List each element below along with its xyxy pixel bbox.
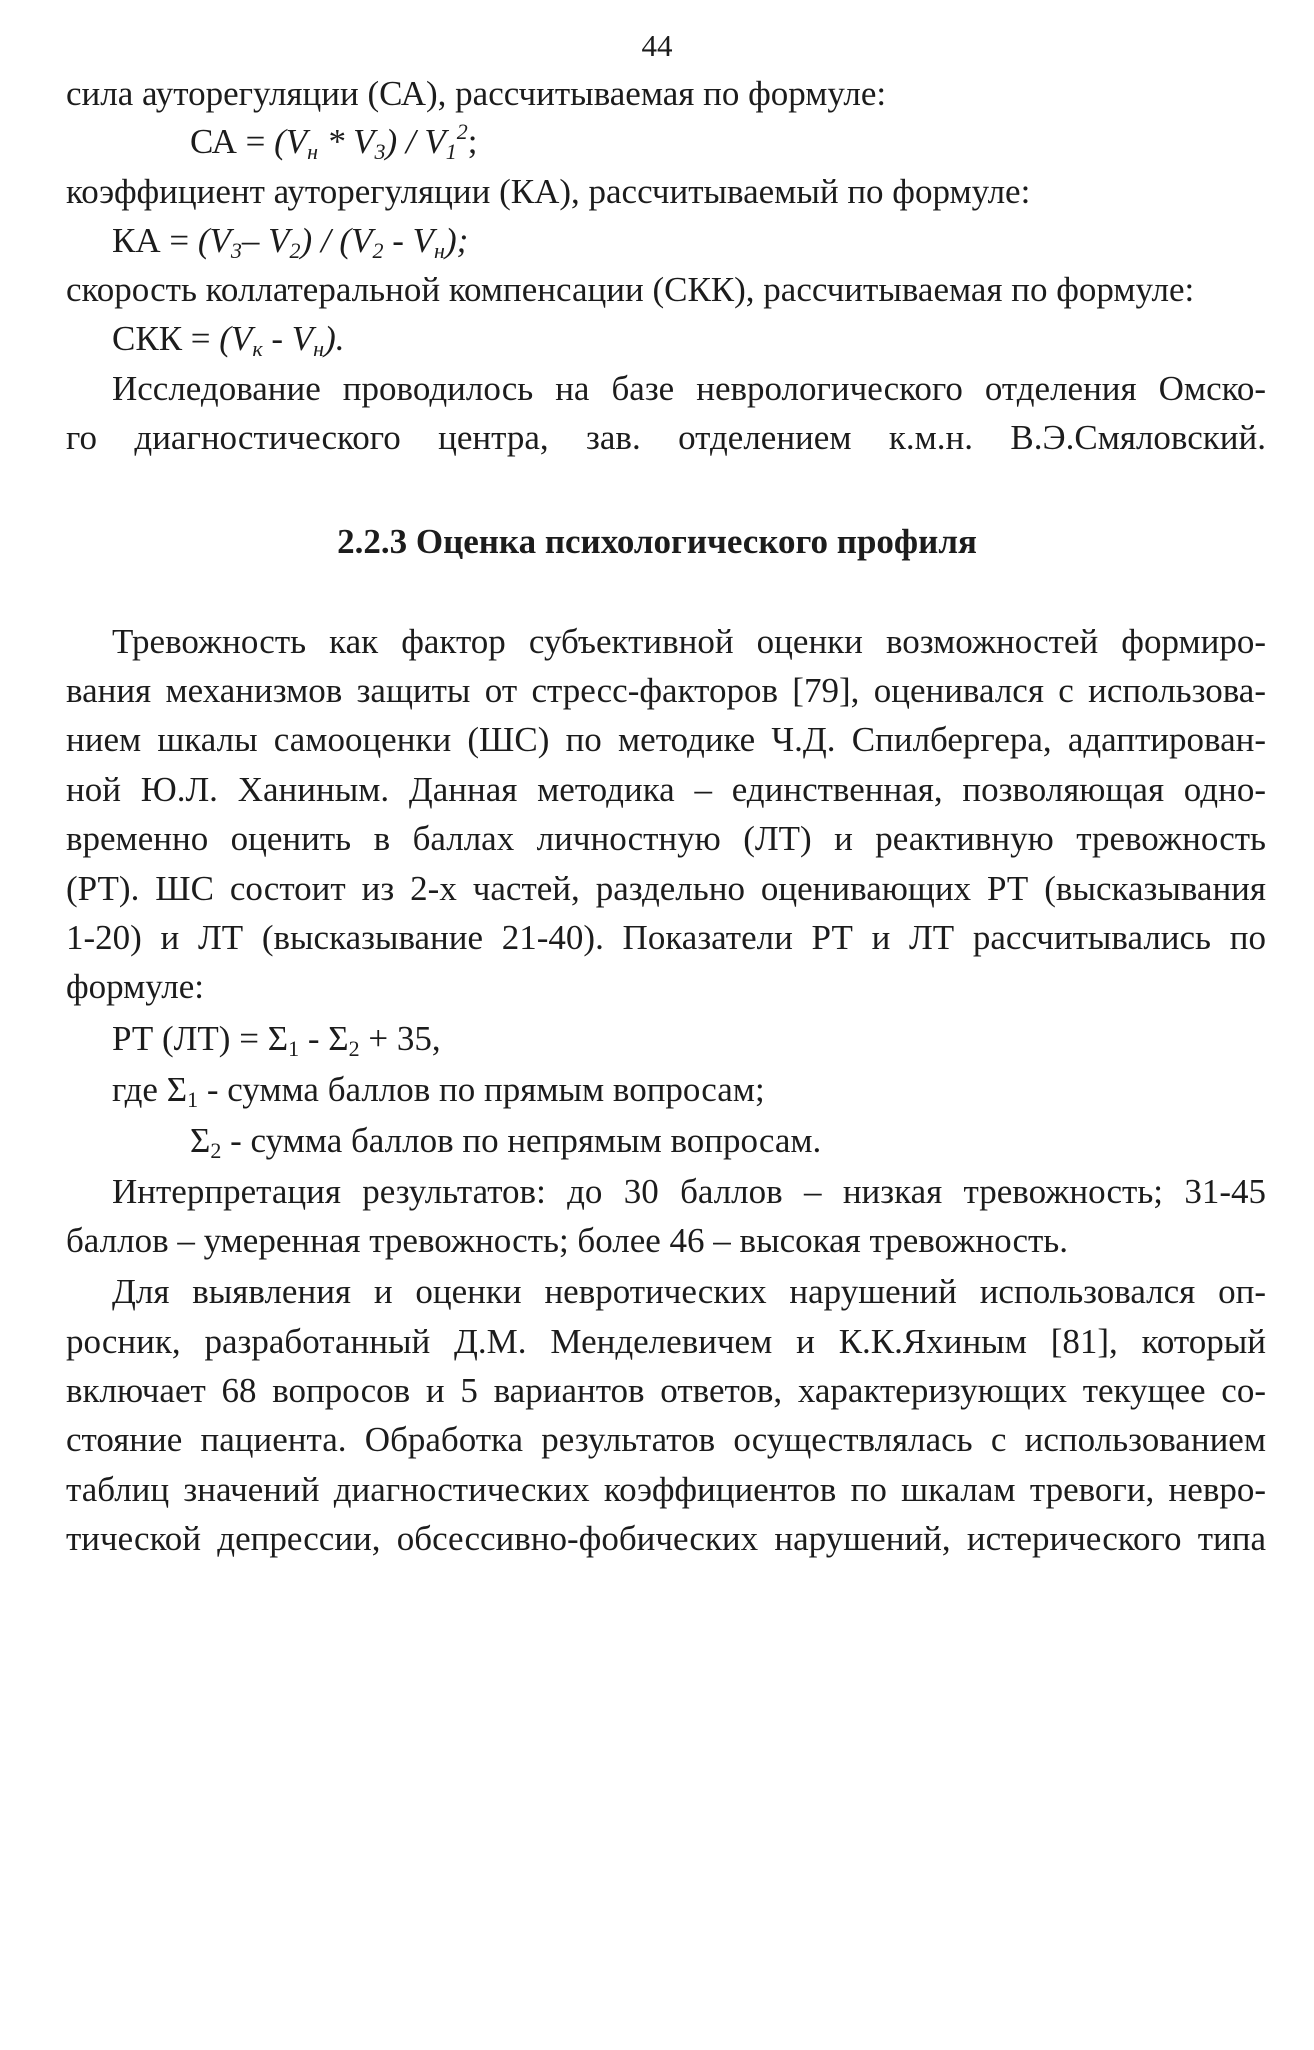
- formula-where-1: где $\Sigma_1$ - сумма баллов по прямым вопросам;: [112, 1070, 765, 1112]
- skk-label: скорость коллатеральной компенсации (СКК), рассчитываемая по формуле:: [66, 270, 1195, 309]
- paragraph-4-line: тической депрессии, обсессивно-фобических нарушений, истерического типа: [66, 1519, 1266, 1558]
- paragraph-2-line: формуле:: [66, 967, 204, 1006]
- paragraph-3-line: Интерпретация результатов: до 30 баллов – низкая тревожность; 31-45: [112, 1172, 1266, 1211]
- paragraph-4-line: росник, разработанный Д.М. Менделевичем и К.К.Яхиным [81], который: [66, 1322, 1266, 1361]
- formula-skk: СКК = $(V_к - V_н)$.: [112, 319, 345, 361]
- formula-ka: КА = ($V_3-$ $V_2) / (V_2 - V_н)$;: [112, 221, 469, 263]
- paragraph-4-line: стояние пациента. Обработка результатов осуществлялась с использованием: [66, 1420, 1266, 1459]
- paragraph-2-line: (РТ). ШС состоит из 2-х частей, раздельно оценивающих РТ (высказывания: [66, 869, 1266, 908]
- formula-where-2: $\Sigma_2$ - сумма баллов по непрямым вопросам.: [190, 1121, 822, 1163]
- page-number: 44: [641, 28, 673, 63]
- paragraph-2-line: 1-20) и ЛТ (высказывание 21-40). Показатели РТ и ЛТ рассчитывались по: [66, 918, 1266, 957]
- paragraph-2-line: вания механизмов защиты от стресс-факторов [79], оценивался с использова-: [66, 671, 1266, 710]
- formula-rt: РТ $(ЛТ) = \Sigma_1 - \Sigma_2 + 35$,: [112, 1019, 441, 1061]
- paragraph-2-line: временно оценить в баллах личностную (ЛТ) и реактивную тревожность: [66, 819, 1266, 858]
- paragraph-1-line: го диагностического центра, зав. отделением к.м.н. В.Э.Смяловский.: [66, 418, 1266, 457]
- paragraph-2-line: Тревожность как фактор субъективной оценки возможностей формиро-: [112, 622, 1266, 661]
- paragraph-4-line: включает 68 вопросов и 5 вариантов ответов, характеризующих текущее со-: [66, 1371, 1266, 1410]
- paragraph-3-line: баллов – умеренная тревожность; более 46 – высокая тревожность.: [66, 1221, 1068, 1260]
- sa-label: сила ауторегуляции (СА), рассчитываемая по формуле:: [66, 74, 887, 113]
- paragraph-1-line: Исследование проводилось на базе неврологического отделения Омско-: [112, 369, 1266, 408]
- section-heading: 2.2.3 Оценка психологического профиля: [337, 522, 977, 561]
- paragraph-2-line: ной Ю.Л. Ханиным. Данная методика – единственная, позволяющая одно-: [66, 770, 1266, 809]
- paragraph-2-line: нием шкалы самооценки (ШС) по методике Ч.Д. Спилбергера, адаптирован-: [66, 720, 1266, 759]
- ka-label: коэффициент ауторегуляции (КА), рассчитываемый по формуле:: [66, 172, 1031, 211]
- paragraph-4-line: Для выявления и оценки невротических нарушений использовался оп-: [112, 1272, 1266, 1311]
- paragraph-4-line: таблиц значений диагностических коэффициентов по шкалам тревоги, невро-: [66, 1470, 1266, 1509]
- formula-sa: СА = $(V_н * V_3) / V_1^2$;: [190, 119, 478, 164]
